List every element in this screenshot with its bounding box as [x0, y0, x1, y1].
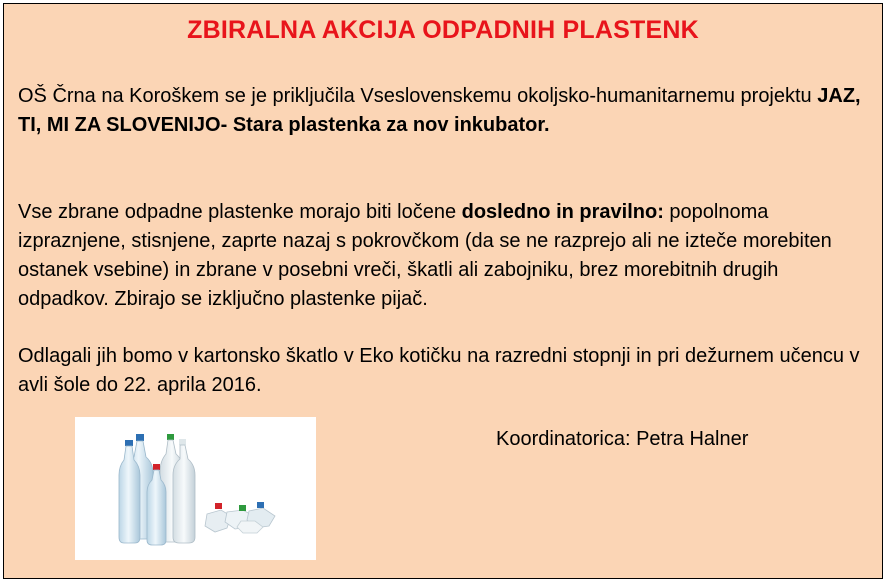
- plastic-bottles-image: [75, 417, 316, 560]
- crushed-bottles-icon: [205, 502, 275, 533]
- paragraph-project-text: OŠ Črna na Koroškem se je priključila Vseslovenskemu okoljsko-humanitarnemu projektu: [18, 85, 818, 107]
- poster: [3, 3, 883, 579]
- project-name: JAZ, TI, MI ZA SLOVENIJO- Stara plastenka za nov inkubator.: [18, 85, 861, 136]
- paragraph-project: [18, 82, 868, 140]
- rules-emphasis: dosledno in pravilno:: [461, 201, 664, 223]
- paragraph-rules: [18, 198, 868, 314]
- poster-title: ZBIRALNA AKCIJA ODPADNIH PLASTENK: [187, 16, 699, 44]
- paragraph-dropoff: Odlagali jih bomo v kartonsko škatlo v Eko kotičku na razredni stopnji in pri dežurnem učencu v avli šole do 22. aprila 2016.: [18, 345, 860, 396]
- paragraph-rules-text-after: popolnoma izpraznjene, stisnjene, zaprte nazaj s pokrovčkom (da se ne razprejo ali ne izteče morebiten ostanek vsebine) in zbrane v posebni vreči, škatli ali zabojniku, brez morebitnih drugih odpadkov. Zbirajo se izključno plastenke pijač.: [18, 201, 832, 310]
- plastic-bottles-illustration: [75, 417, 316, 560]
- coordinator-signature: Koordinatorica: Petra Halner: [496, 428, 749, 450]
- paragraph-rules-text-before: Vse zbrane odpadne plastenke morajo biti ločene: [18, 201, 462, 223]
